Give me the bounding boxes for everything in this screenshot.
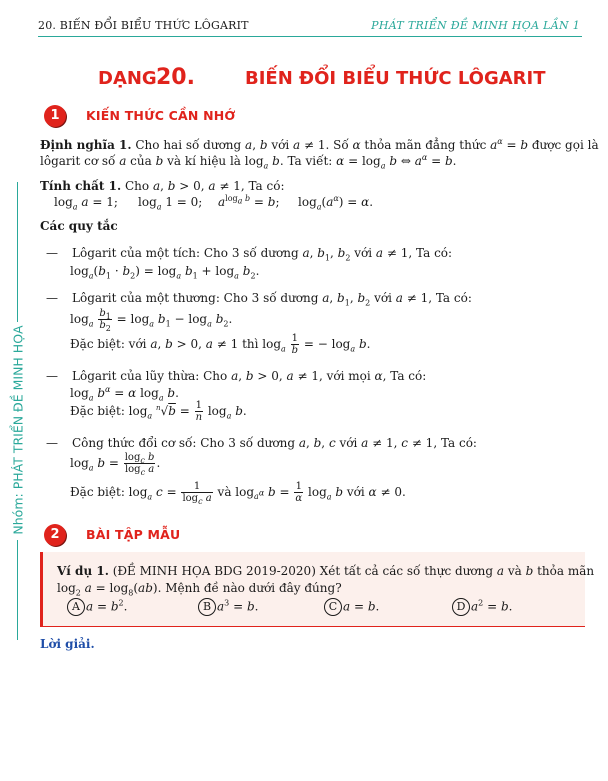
rule-power-formula: $\log_a b^\alpha = \alpha$ $\log_a b$.: [70, 385, 179, 403]
solution-label: Lời giải.: [40, 637, 95, 651]
running-header-left: 20. BIẾN ĐỔI BIỂU THỨC LÔGARIT: [38, 19, 249, 32]
section-number-badge: 2: [44, 524, 66, 546]
side-rule-bottom: [17, 540, 18, 640]
option-c[interactable]: C a = b.: [324, 598, 379, 616]
example-box: [40, 552, 595, 627]
rule-change-formula: $\log_a b$ = $\frac{\log_c b}{\log_c a}$ .: [70, 452, 161, 477]
header-rule: [38, 36, 582, 37]
rule-change-special: Đặc biệt: $\log_a c$ = $\frac{1}{\log_c a}$ và $\log_{a^\alpha} b$ = $\frac{1}{\alpha}$ $\log_a b$ với α ≠ 0.: [70, 481, 406, 506]
property-item-4: $\log_a(a^\alpha) = \alpha$.: [298, 194, 374, 212]
definition-line-1: Định nghĩa 1. Cho hai số dương a, b với a ≠ 1. Số α thỏa mãn đẳng thức $a^\alpha = b$ được gọi là: [40, 137, 599, 152]
rule-change-text: — Công thức đổi cơ số: Cho 3 số dương a, b, c với a ≠ 1, c ≠ 1, Ta có:: [46, 436, 477, 450]
rule-quotient-special: Đặc biệt: với a, b > 0, a ≠ 1 thì $\log_a$ $\frac{1}{b}$ = − $\log_a b$.: [70, 333, 371, 356]
rule-product-text: — Lôgarit của một tích: Cho 3 số dương a, $b_1$, $b_2$ với a ≠ 1, Ta có:: [46, 246, 453, 263]
side-label: Nhóm: PHÁT TRIỂN ĐỀ MINH HỌA: [10, 325, 26, 535]
rules-heading: Các quy tắc: [40, 219, 118, 233]
side-rule-top: [17, 182, 18, 322]
rule-product-formula: $\log_a(b_1 \cdot b_2) = \log_a b_1 + \log_a b_2$.: [70, 264, 260, 281]
section-number-badge: 1: [44, 105, 66, 127]
title-number: 20.: [156, 65, 195, 90]
page-title: [0, 66, 608, 96]
option-a[interactable]: A $a = b^2$.: [67, 598, 127, 616]
rule-quotient-text: — Lôgarit của một thương: Cho 3 số dương a, $b_1$, $b_2$ với a ≠ 1, Ta có:: [46, 291, 472, 308]
running-header-right: PHÁT TRIỂN ĐỀ MINH HỌA LẦN 1: [371, 19, 580, 32]
title-prefix: DẠNG: [98, 68, 157, 89]
definition-line-2: lôgarit cơ số a của b và kí hiệu là $\log_a b$. Ta viết: $\alpha = \log_a b$ ⇔ $a^\alpha = b$.: [40, 153, 457, 171]
title-name: BIẾN ĐỔI BIỂU THỨC LÔGARIT: [245, 68, 546, 89]
section-title: BÀI TẬP MẪU: [86, 527, 181, 542]
property-item-1: $\log_a a = 1$;: [54, 195, 118, 212]
option-d[interactable]: D $a^2 = b$.: [452, 598, 512, 616]
property-item-3: $a^{log_a b} = b$;: [218, 194, 280, 209]
rule-quotient-formula: $\log_a$ $\frac{b_1}{b_2}$ = $\log_a b_1 - \log_a b_2$.: [70, 308, 233, 333]
rule-power-special: Đặc biệt: $\log_a ^n√b$ = $\frac{1}{n}$ $\log_a b$.: [70, 400, 247, 423]
property-heading: Tính chất 1. Cho a, b > 0, a ≠ 1, Ta có:: [40, 179, 285, 193]
rule-power-text: — Lôgarit của lũy thừa: Cho a, b > 0, a ≠ 1, với mọi α, Ta có:: [46, 369, 427, 383]
section-title: KIẾN THỨC CẦN NHỚ: [86, 108, 236, 123]
example-line-2: $\log_2 a = \log_8(ab)$. Mệnh đề nào dưới đây đúng?: [57, 581, 342, 598]
example-line-1: Ví dụ 1. (ĐỀ MINH HỌA BDG 2019-2020) Xét tất cả các số thực dương a và b thỏa mãn: [57, 564, 595, 578]
property-item-2: $\log_a 1 = 0$;: [138, 195, 203, 212]
option-b[interactable]: B $a^3 = b$.: [198, 598, 258, 616]
